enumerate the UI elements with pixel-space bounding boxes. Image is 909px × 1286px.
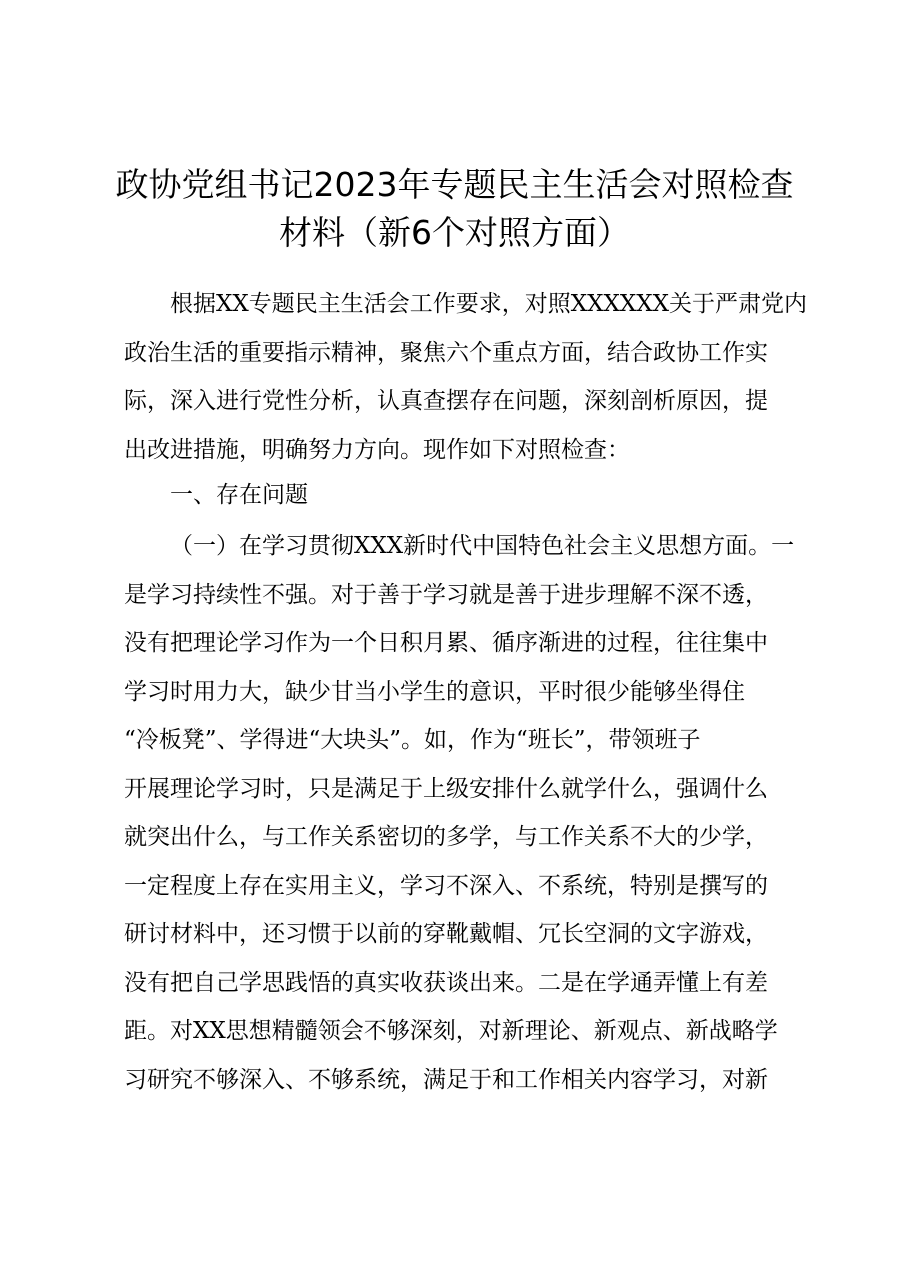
section-line: 学习时用力大，缺少甘当小学生的意识，平时很少能够坐得住 — [124, 678, 745, 705]
document-title-line-2: 材料（新6个对照方面） — [279, 213, 630, 252]
section-line: 研讨材料中，还习惯于以前的穿靴戴帽、冗长空洞的文字游戏， — [124, 921, 768, 947]
section-line: 没有把理论学习作为一个日积月累、循序渐进的过程，往往集中 — [124, 630, 768, 656]
section-line: 就突出什么，与工作关系密切的多学，与工作关系不大的少学， — [124, 824, 768, 850]
intro-line: 根据XX专题民主生活会工作要求，对照XXXXXX关于严肃党内 — [170, 291, 807, 317]
section-line: 是学习持续性不强。对于善于学习就是善于进步理解不深不透， — [124, 581, 768, 608]
intro-line: 际，深入进行党性分析，认真查摆存在问题，深刻剖析原因，提 — [124, 388, 768, 414]
section-line: 一定程度上存在实用主义，学习不深入、不系统，特别是撰写的 — [124, 872, 768, 899]
document-title-line-1: 政协党组书记2023年专题民主生活会对照检查 — [115, 165, 794, 204]
section-line: 没有把自己学思践悟的真实收获谈出来。二是在学通弄懂上有差 — [124, 969, 768, 996]
intro-line: 出改进措施，明确努力方向。现作如下对照检查： — [124, 436, 630, 463]
section-line: 开展理论学习时，只是满足于上级安排什么就学什么，强调什么 — [124, 775, 768, 802]
section-line: 距。对XX思想精髓领会不够深刻，对新理论、新观点、新战略学 — [124, 1018, 778, 1044]
intro-line: 政治生活的重要指示精神，聚焦六个重点方面，结合政协工作实 — [124, 339, 768, 366]
section-line: “冷板凳”、学得进“大块头”。如，作为“班长”，带领班子 — [124, 727, 701, 753]
section-line: 习研究不够深入、不够系统，满足于和工作相关内容学习，对新 — [124, 1066, 768, 1093]
section-heading: 一、存在问题 — [170, 482, 308, 508]
section-line: （一）在学习贯彻XXX新时代中国特色社会主义思想方面。一 — [170, 533, 795, 559]
intro-paragraph — [124, 280, 814, 474]
section-paragraph — [124, 522, 814, 1104]
